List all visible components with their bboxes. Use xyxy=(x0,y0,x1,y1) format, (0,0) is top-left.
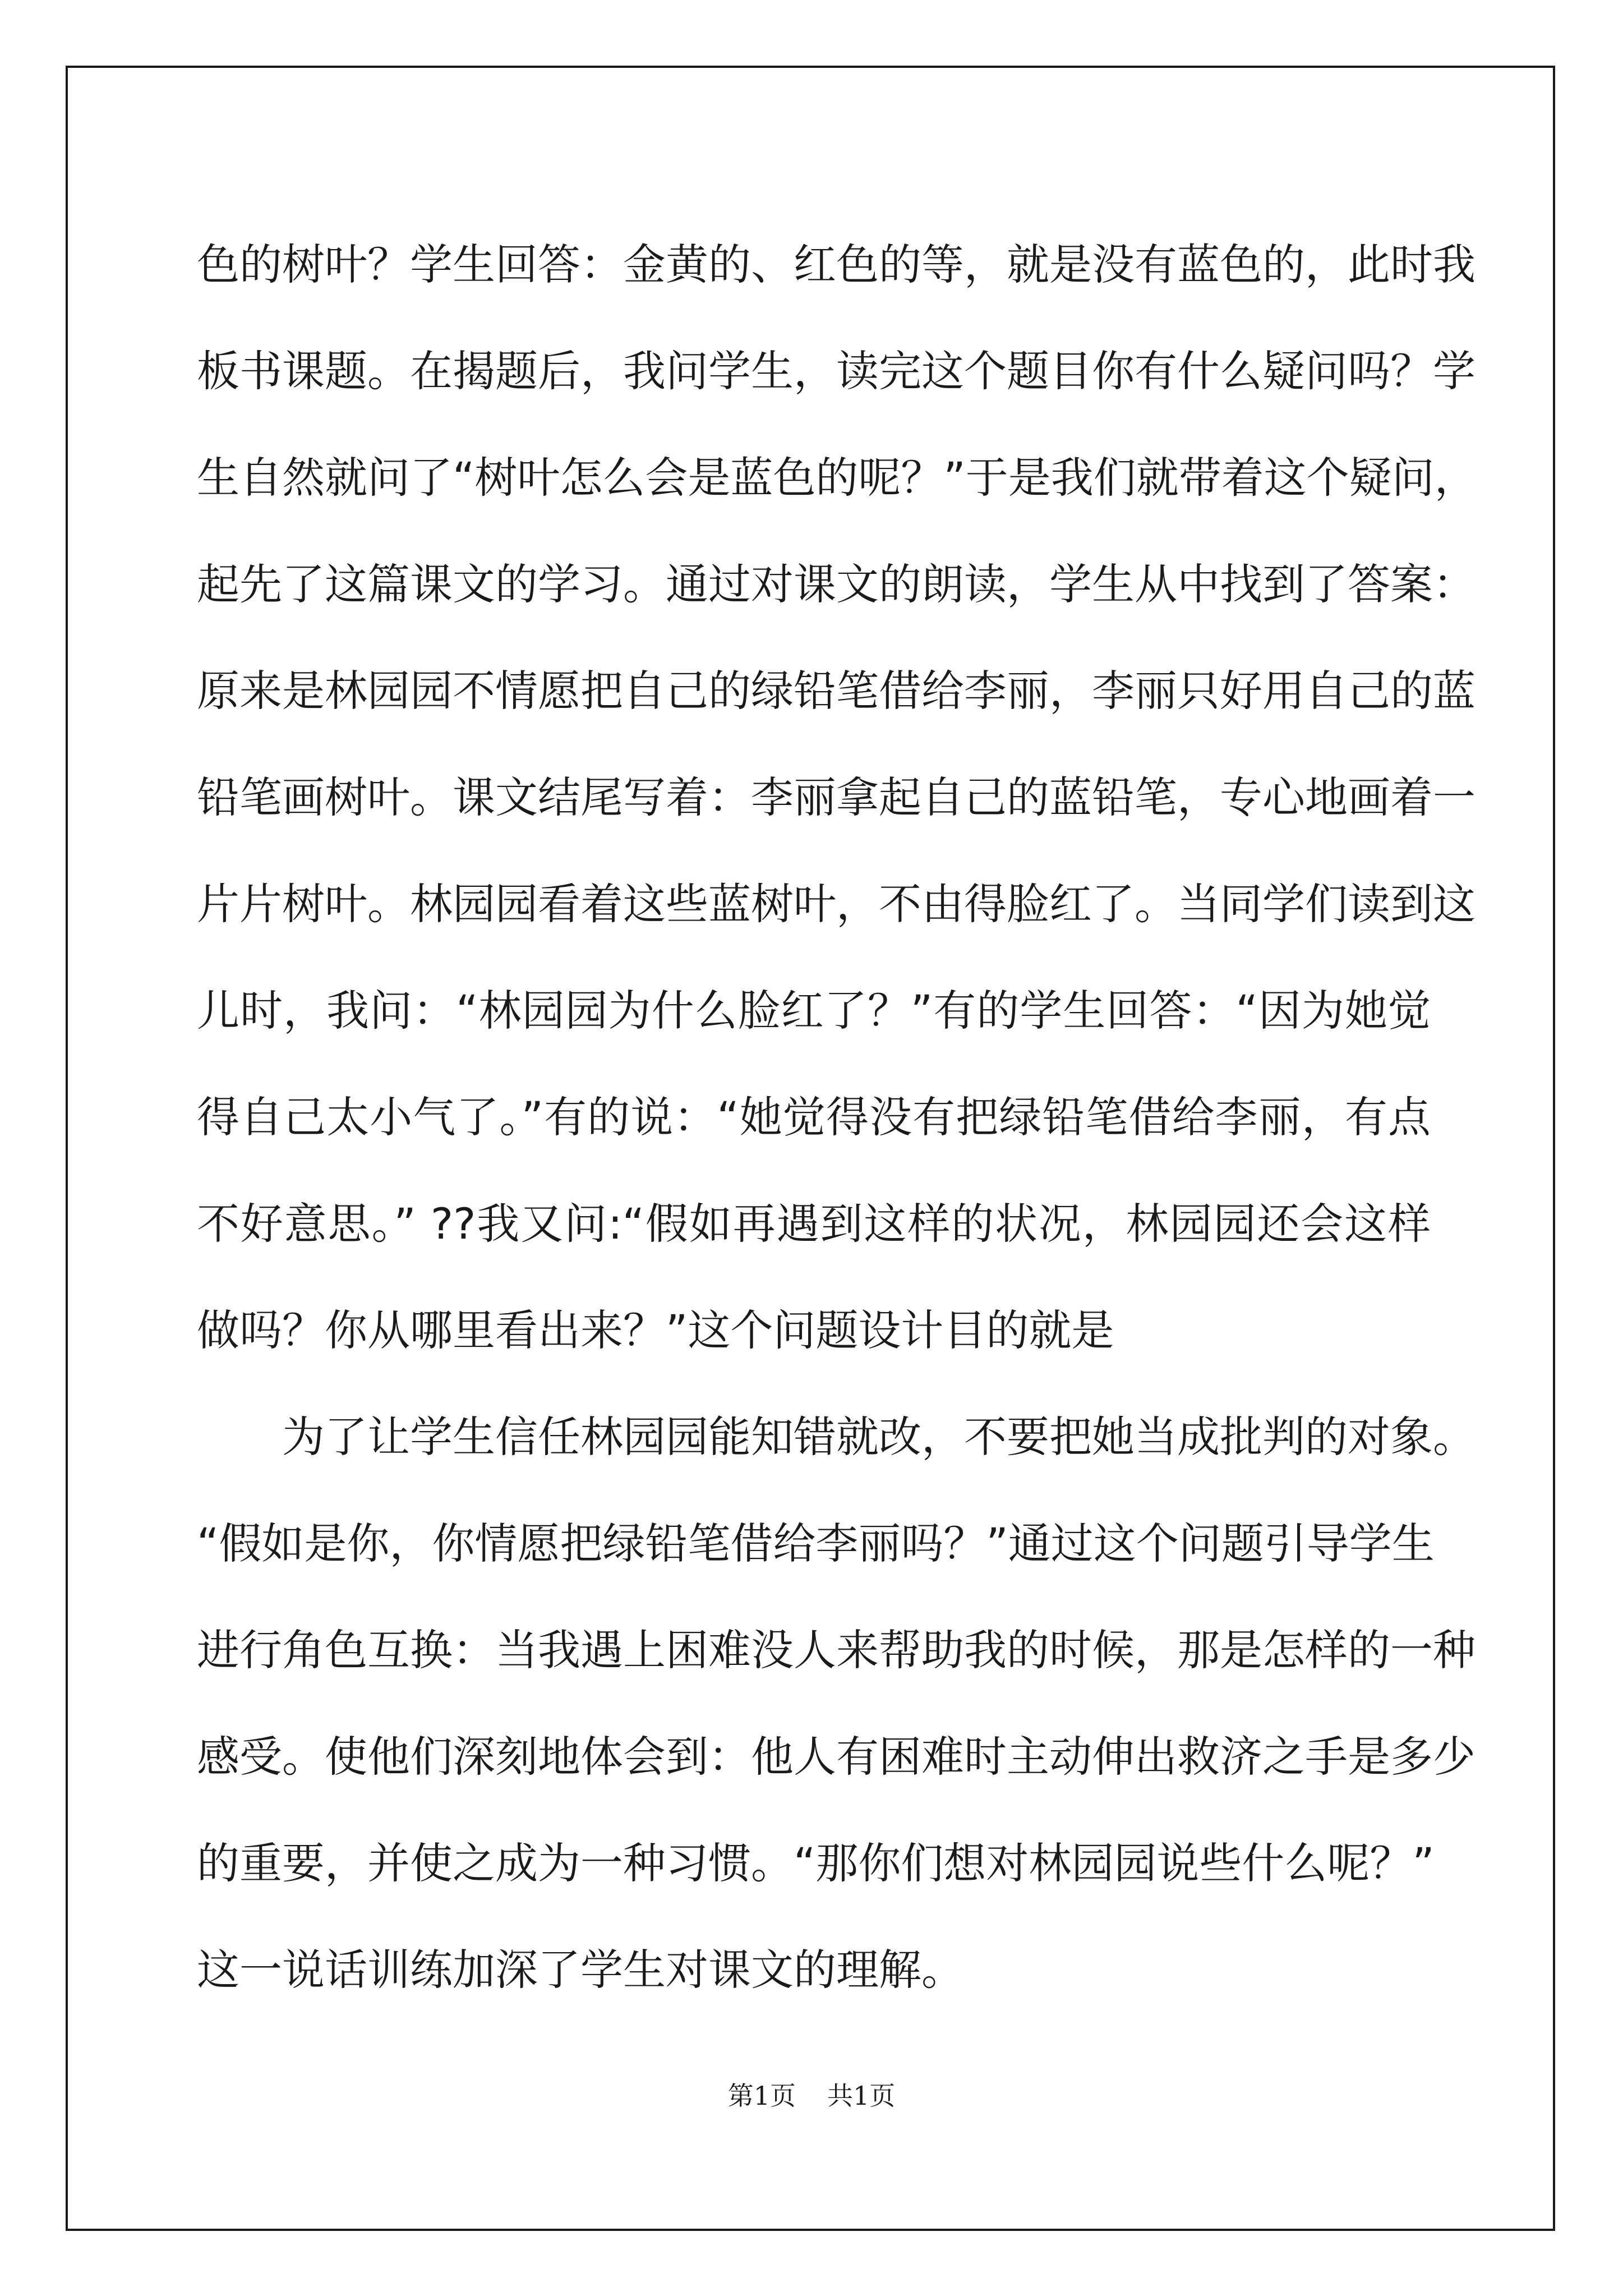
text-line: 为了让学生信任林园园能知错就改，不要把她当成批判的对象。 xyxy=(282,1412,1476,1462)
text-line: 做吗？你从哪里看出来？”这个问题设计目的就是 xyxy=(197,1305,1114,1355)
document-body xyxy=(197,211,1477,2023)
page-number: 第1页 xyxy=(727,2081,796,2111)
text-line: 感受。使他们深刻地体会到：他人有困难时主动伸出救济之手是多少 xyxy=(197,1732,1476,1782)
text-line: 儿时，我问：“林园园为什么脸红了？”有的学生回答：“因为她觉 xyxy=(197,986,1431,1036)
text-line: “假如是你，你情愿把绿铅笔借给李丽吗？”通过这个问题引导学生 xyxy=(197,1519,1435,1568)
text-line: 得自己太小气了。”有的说：“她觉得没有把绿铅笔借给李丽，有点 xyxy=(197,1092,1431,1142)
text-line: 不好意思。” ??我又问:“假如再遇到这样的状况，林园园还会这样 xyxy=(197,1199,1431,1249)
text-line: 进行角色互换：当我遇上困难没人来帮助我的时候，那是怎样的一种 xyxy=(197,1625,1476,1675)
page-total: 共1页 xyxy=(827,2081,896,2111)
text-line: 色的树叶？学生回答：金黄的、红色的等，就是没有蓝色的，此时我 xyxy=(197,240,1476,289)
text-line: 起先了这篇课文的学习。通过对课文的朗读，学生从中找到了答案： xyxy=(197,559,1476,609)
page-footer xyxy=(0,2076,1623,2113)
text-line: 板书课题。在揭题后，我问学生，读完这个题目你有什么疑问吗？学 xyxy=(197,346,1476,396)
text-line: 生自然就问了“树叶怎么会是蓝色的呢？”于是我们就带着这个疑问， xyxy=(197,453,1477,503)
text-line: 铅笔画树叶。课文结尾写着：李丽拿起自己的蓝铅笔，专心地画着一 xyxy=(197,772,1476,822)
text-line: 的重要，并使之成为一种习惯。“那你们想对林园园说些什么呢？” xyxy=(197,1838,1435,1888)
text-line: 这一说话训练加深了学生对课文的理解。 xyxy=(197,1945,964,1995)
text-line: 片片树叶。林园园看着这些蓝树叶，不由得脸红了。当同学们读到这 xyxy=(197,879,1476,929)
text-line: 原来是林园园不情愿把自己的绿铅笔借给李丽，李丽只好用自己的蓝 xyxy=(197,666,1476,716)
